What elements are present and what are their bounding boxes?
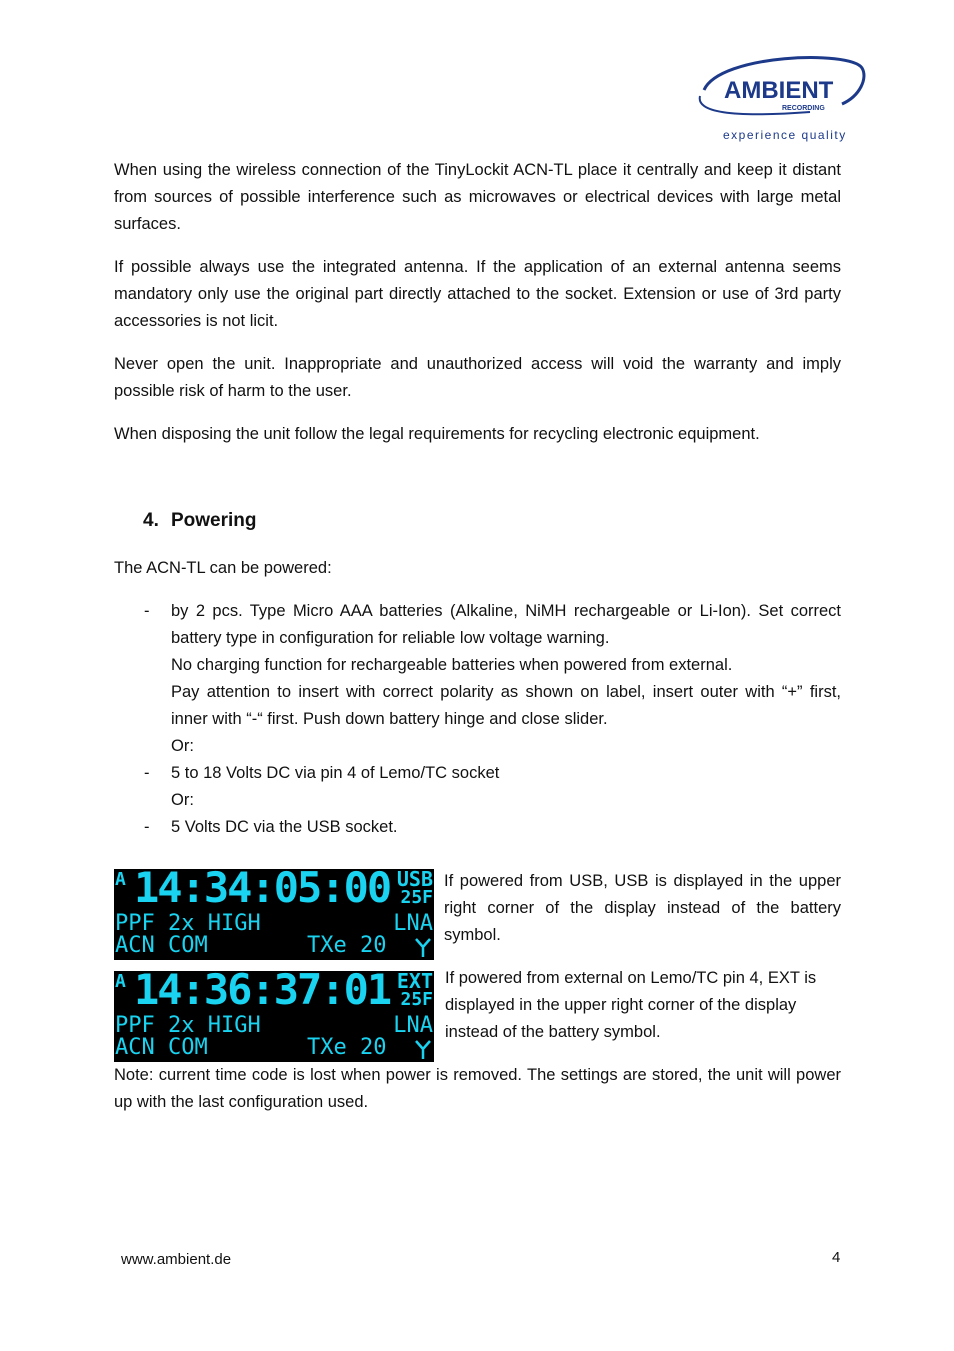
display-line4: ACN COM	[115, 1035, 208, 1060]
display-fps: 25F	[400, 989, 433, 1010]
display-timecode: 14:36:37:01	[134, 971, 391, 1014]
paragraph-wireless: When using the wireless connection of the TinyLockit ACN-TL place it centrally and keep it distant from sources of possible interference such as microwaves or electrical devices with large metal surfaces.	[114, 161, 841, 233]
display-timecode: 14:34:05:00	[134, 869, 391, 912]
section-title: Powering	[171, 510, 257, 531]
display-lna: LNA	[393, 1013, 433, 1038]
power-options-list	[114, 598, 841, 841]
display-tx: TXe 20	[307, 933, 387, 958]
display-tx: TXe 20	[307, 1035, 387, 1060]
display-mode: A	[115, 869, 126, 890]
list-line: No charging function for rechargeable batteries when powered from external.	[171, 656, 733, 674]
display-mode: A	[115, 971, 126, 992]
display-line3: PPF 2x HIGH	[115, 911, 261, 936]
list-line: 5 Volts DC via the USB socket.	[171, 818, 398, 836]
list-item	[114, 760, 841, 814]
logo-name: AMBIENT	[724, 77, 834, 104]
page-number: 4	[832, 1249, 841, 1266]
list-dash: -	[144, 602, 150, 620]
paragraph-open-unit: Never open the unit. Inappropriate and unauthorized access will void the warranty and imply possible risk of harm to the user.	[114, 355, 841, 400]
display-power-source: USB	[396, 869, 433, 891]
list-dash: -	[144, 764, 150, 782]
paragraph-disposal: When disposing the unit follow the legal requirements for recycling electronic equipment.	[114, 425, 760, 443]
antenna-icon	[415, 938, 431, 958]
section-number: 4.	[143, 510, 159, 531]
display-ext	[114, 971, 434, 1062]
list-item	[114, 814, 841, 841]
display-lna: LNA	[393, 911, 433, 936]
display-fps: 25F	[400, 887, 433, 908]
display-power-source: EXT	[396, 971, 433, 993]
display-line3: PPF 2x HIGH	[115, 1013, 261, 1038]
ambient-logo	[690, 52, 870, 144]
section-intro: The ACN-TL can be powered:	[114, 559, 332, 577]
list-item	[114, 598, 841, 760]
caption-ext: If powered from external on Lemo/TC pin 4, EXT is displayed in the upper right corner of the display instead of the battery symbol.	[445, 969, 817, 1041]
power-note: Note: current time code is lost when power is removed. The settings are stored, the unit will power up with the last configuration used.	[114, 1066, 841, 1111]
list-dash: -	[144, 818, 150, 836]
logo-sub: RECORDING	[782, 105, 825, 112]
antenna-icon	[415, 1040, 431, 1060]
list-line: 5 to 18 Volts DC via pin 4 of Lemo/TC socket	[171, 764, 500, 782]
list-line: Pay attention to insert with correct polarity as shown on label, insert outer with “+” first, inner with “-“ first. Push down battery hinge and close slider.	[171, 683, 841, 728]
section-heading	[143, 510, 257, 532]
list-line: Or:	[171, 737, 194, 755]
list-line: by 2 pcs. Type Micro AAA batteries (Alkaline, NiMH rechargeable or Li-Ion). Set correct battery type in configuration for reliable low voltage warning.	[171, 602, 841, 647]
footer-url: www.ambient.de	[121, 1251, 232, 1268]
list-line: Or:	[171, 791, 194, 809]
logo-tagline: experience quality	[723, 128, 847, 142]
display-usb	[114, 869, 434, 960]
paragraph-antenna: If possible always use the integrated antenna. If the application of an external antenna seems mandatory only use the original part directly attached to the socket. Extension or use of 3rd party accessories is not licit.	[114, 258, 841, 330]
caption-usb: If powered from USB, USB is displayed in the upper right corner of the display instead of the battery symbol.	[444, 872, 841, 944]
display-line4: ACN COM	[115, 933, 208, 958]
